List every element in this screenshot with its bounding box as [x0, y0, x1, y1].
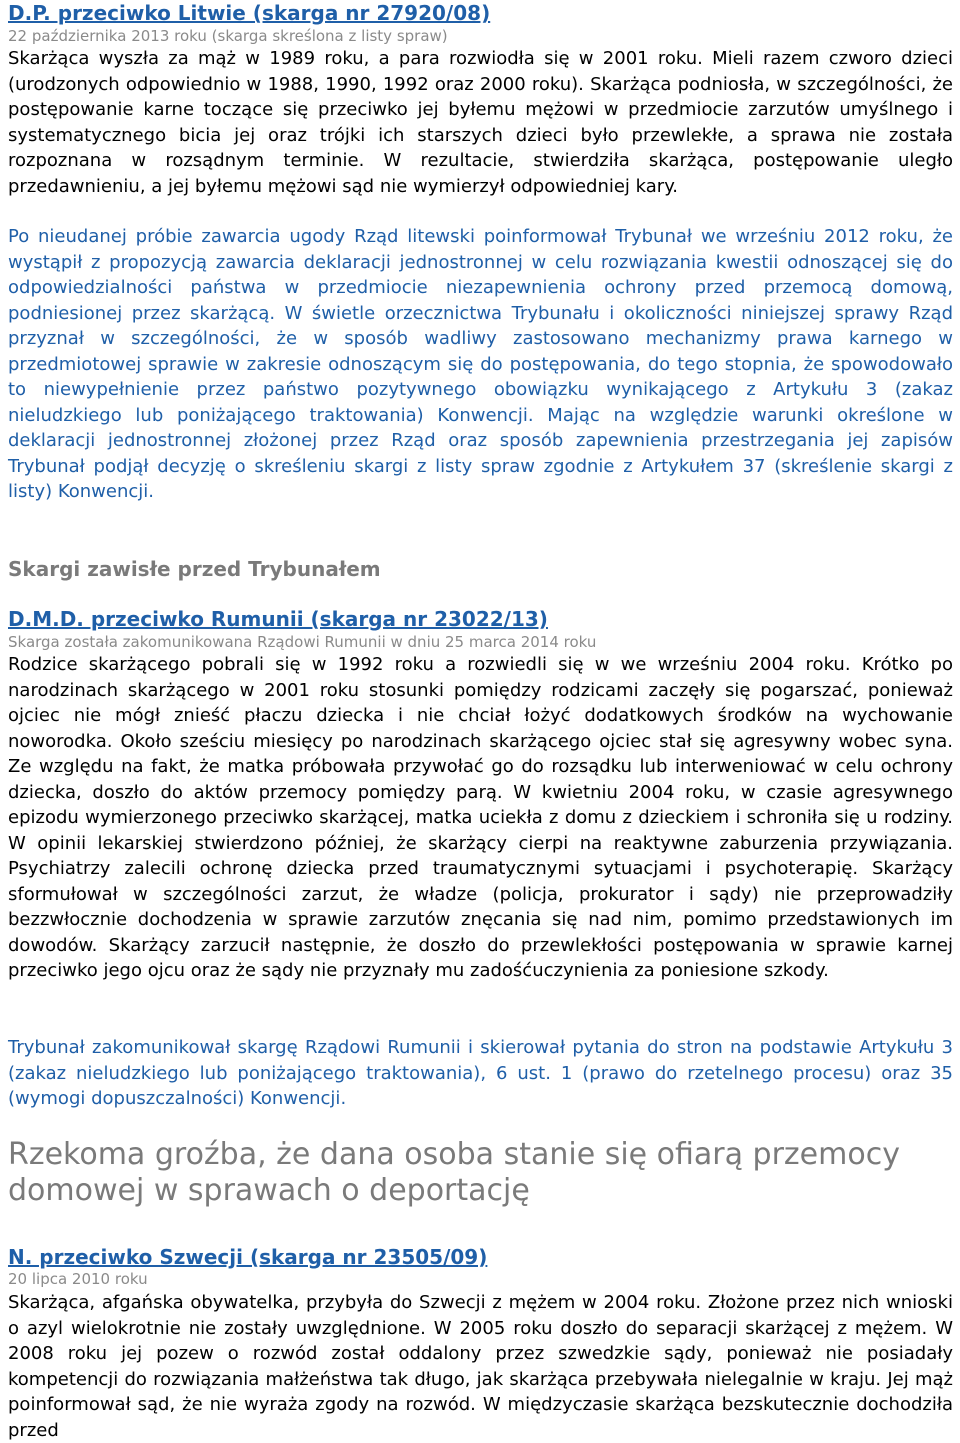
section-heading-deportation: Rzekoma groźba, że dana osoba stanie się ofiarą przemocy domowej w sprawach o deportację	[8, 1137, 900, 1208]
case-title-dmd-romania[interactable]: D.M.D. przeciwko Rumunii (skarga nr 23022/13)	[8, 607, 548, 631]
case-paragraph-facts: Skarżąca, afgańska obywatelka, przybyła do Szwecji z mężem w 2004 roku. Złożone przez nich wnioski o azyl wielokrotnie nie zostały uwzględnione. W 2005 roku doszło do separacji skarżącej z mężem. W 2008 roku jej pozew o rozwód został oddalony przez szwedzkie sądy, ponieważ nie posiadały kompetencji do rozwiązania małżeństwa tak długo, jak skarżąca przebywała nielegalnie w kraju. Jej mąż poinformował sąd, że nie wyraża zgody na rozwód. W międzyczasie skarżąca bezskutecznie dochodziła przed	[8, 1292, 953, 1441]
case-title-dp-lithuania[interactable]: D.P. przeciwko Litwie (skarga nr 27920/08)	[8, 1, 491, 25]
case-paragraph-facts: Rodzice skarżącego pobrali się w 1992 roku a rozwiedli się w we wrześniu 2004 roku. Krótko po narodzinach skarżącego w 2001 roku stosunki pomiędzy rodzicami zaczęły się pogarszać, ponieważ ojciec nie mógł znieść płaczu dziecka i nie chciał łożyć dodatkowych środków na wychowanie noworodka. Około sześciu miesięcy po narodzinach skarżącego ojciec stał się agresywny wobec syna. Ze względu na fakt, że matka próbowała przywołać go do rozsądku lub interweniować w celu ochrony dziecka, doszło do aktów przemocy pomiędzy parą. W kwietniu 2004 roku, w czasie agresywnego epizodu wymierzonego przeciwko skarżącej, matka uciekła z domu z dzieckiem i schroniła się u rodziny. W opinii lekarskiej stwierdzono później, że skarżący cierpi na reaktywne zaburzenia przywiązania. Psychiatrzy zalecili ochronę dziecka przed traumatycznymi sytuacjami i psychoterapię. Skarżący sformułował w szczególności zarzut, że władze (policja, prokurator i sądy) nie przeprowadziły bezzwłocznie dochodzenia w sprawie zarzutów znęcania się nad nim, pomimo przedstawionych im dowodów. Skarżący zarzucił następnie, że doszło do przewlekłości postępowania w sprawie karnej przeciwko jego ojcu oraz że sądy nie przyznały mu zadośćuczynienia za poniesione szkody.	[8, 654, 953, 981]
case-paragraph-facts: Skarżąca wyszła za mąż w 1989 roku, a para rozwiodła się w 2001 roku. Mieli razem czworo dzieci (urodzonych odpowiednio w 1988, 1990, 1992 oraz 2000 roku). Skarżąca podniosła, w szczególności, że postępowanie karne toczące się przeciwko jej byłemu mężowi w przedmiocie zarzutów umyślnego i systematycznego bicia jej oraz trójki ich starszych dzieci było przewlekłe, a sprawa nie została rozpoznana w rozsądnym terminie. W rezultacie, stwierdziła skarżąca, postępowanie uległo przedawnieniu, a jej byłemu mężowi sąd nie wymierzył odpowiedniej kary.	[8, 48, 953, 197]
case-date-meta: 22 października 2013 roku (skarga skreślona z listy spraw)	[8, 27, 448, 45]
case-paragraph-communication: Trybunał zakomunikował skargę Rządowi Rumunii i skierował pytania do stron na podstawie Artykułu 3 (zakaz nieludzkiego lub poniżającego traktowania), 6 ust. 1 (prawo do rzetelnego procesu) oraz 35 (wymogi dopuszczalności) Konwencji.	[8, 1037, 953, 1109]
case-title-n-sweden[interactable]: N. przeciwko Szwecji (skarga nr 23505/09)	[8, 1245, 488, 1269]
case-paragraph-decision: Po nieudanej próbie zawarcia ugody Rząd litewski poinformował Trybunał we wrześniu 2012 roku, że wystąpił z propozycją zawarcia deklaracji jednostronnej w celu rozwiązania kwestii odnoszącej się do odpowiedzialności państwa w przedmiocie niezapewnienia ochrony przed przemocą domową, podniesionej przez skarżącą. W świetle orzecznictwa Trybunału i okoliczności niniejszej sprawy Rząd przyznał w szczególności, że w sposób wadliwy zastosowano mechanizmy prawa karnego w przedmiotowej sprawie w zakresie odnoszącym się do postępowania, do tego stopnia, że spowodowało to niewypełnienie przez państwo pozytywnego obowiązku wynikającego z Artykułu 3 (zakaz nieludzkiego lub poniżającego traktowania) Konwencji. Mając na względzie warunki określone w deklaracji jednostronnej złożonej przez Rząd oraz sposób zapewnienia przestrzegania jej zapisów Trybunał podjął decyzję o skreśleniu skargi z listy spraw zgodnie z Artykułem 37 (skreślenie skargi z listy) Konwencji.	[8, 226, 953, 502]
case-communication-meta: Skarga została zakomunikowana Rządowi Rumunii w dniu 25 marca 2014 roku	[8, 633, 597, 651]
section-heading-pending: Skargi zawisłe przed Trybunałem	[8, 557, 381, 581]
case-date-meta: 20 lipca 2010 roku	[8, 1270, 148, 1288]
